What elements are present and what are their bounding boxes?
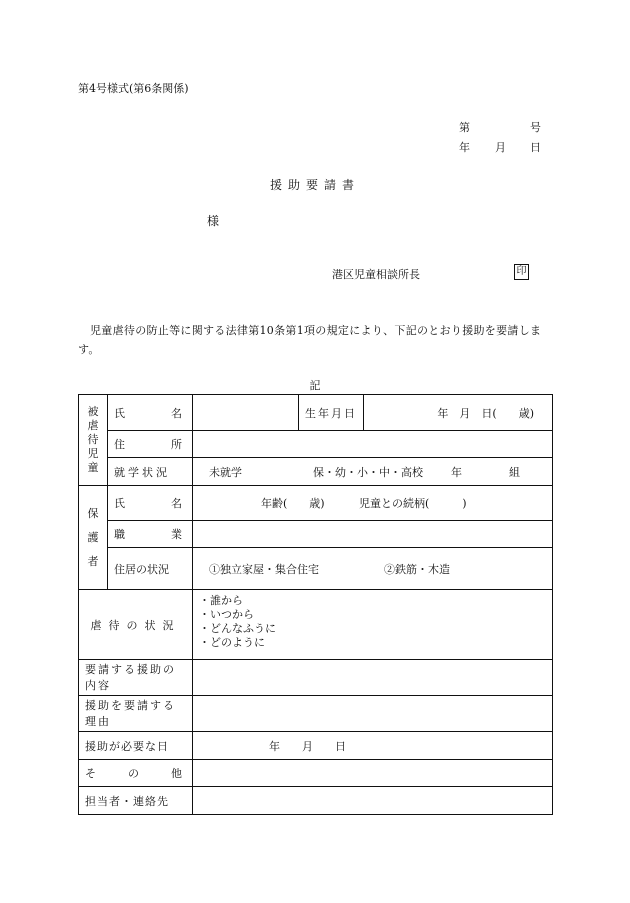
guardian-housing-row — [79, 548, 553, 590]
guardian-job-row — [79, 521, 553, 548]
reason-row — [79, 696, 553, 732]
reason-label: 援助を要請する理由 — [79, 696, 193, 732]
other-field[interactable] — [193, 760, 553, 787]
reason-field[interactable] — [193, 696, 553, 732]
child-school-label: 就学状況 — [108, 458, 193, 486]
other-row — [79, 760, 553, 787]
guardian-job-label: 職 業 — [108, 521, 193, 548]
child-birth-field[interactable]: 年 月 日( 歳) — [364, 395, 553, 431]
content-label: 要請する援助の内容 — [79, 660, 193, 696]
child-school-field[interactable]: 未就学 保・幼・小・中・高校 年 組 — [193, 458, 553, 486]
contact-label: 担当者・連絡先 — [79, 787, 193, 815]
child-address-row — [79, 431, 553, 458]
guardian-name-label: 氏 名 — [108, 486, 193, 521]
date-year: 年 — [459, 141, 470, 154]
request-form-table — [78, 394, 553, 815]
abuse-field[interactable]: ・誰から ・いつから ・どんなふうに ・どのように — [193, 590, 553, 660]
guardian-name-row — [79, 486, 553, 521]
seal-stamp: 印 — [514, 264, 529, 280]
body-paragraph: 児童虐待の防止等に関する法律第10条第1項の規定により、下記のとおり援助を要請します。 — [78, 324, 542, 356]
child-birth-label: 生年月日 — [299, 395, 364, 431]
abuse-label: 虐待の状況 — [79, 590, 193, 660]
content-field[interactable] — [193, 660, 553, 696]
guardian-job-field[interactable] — [193, 521, 553, 548]
content-row — [79, 660, 553, 696]
child-school-row — [79, 458, 553, 486]
contact-field[interactable] — [193, 787, 553, 815]
sender-name: 港区児童相談所長 — [332, 268, 420, 281]
child-address-label: 住 所 — [108, 431, 193, 458]
child-name-label: 氏 名 — [108, 395, 193, 431]
child-address-field[interactable] — [193, 431, 553, 458]
needed-date-field[interactable]: 年 月 日 — [193, 732, 553, 760]
document-title: 援助要請書 — [269, 178, 360, 192]
ki-heading: 記 — [309, 379, 321, 392]
date-day: 日 — [530, 141, 541, 154]
child-name-field[interactable] — [193, 395, 299, 431]
child-section-label: 被 虐 待 児 童 — [79, 395, 108, 486]
contact-row — [79, 787, 553, 815]
addressee-suffix: 様 — [207, 214, 220, 228]
number-suffix: 号 — [530, 121, 541, 134]
date-month: 月 — [495, 141, 506, 154]
form-number: 第4号様式(第6条関係) — [78, 82, 189, 95]
number-prefix: 第 — [459, 121, 470, 134]
guardian-name-field[interactable]: 年齢( 歳) 児童との続柄( ) — [193, 486, 553, 521]
guardian-section-label: 保 護 者 — [79, 486, 108, 590]
guardian-housing-label: 住居の状況 — [108, 548, 193, 590]
guardian-housing-field[interactable]: ①独立家屋・集合住宅 ②鉄筋・木造 — [193, 548, 553, 590]
abuse-row — [79, 590, 553, 660]
needed-date-label: 援助が必要な日 — [79, 732, 193, 760]
needed-date-row — [79, 732, 553, 760]
child-name-row — [79, 395, 553, 431]
other-label: そ の 他 — [79, 760, 193, 787]
